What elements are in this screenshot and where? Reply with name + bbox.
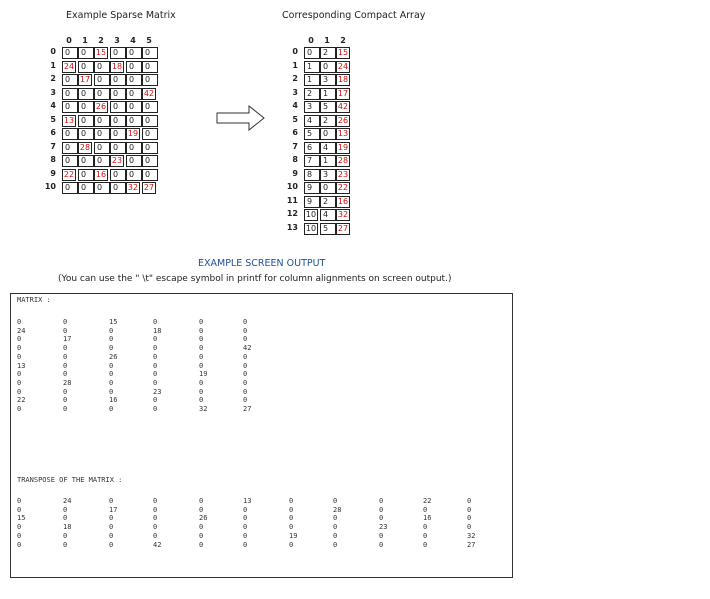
- matrix-output-value: 32: [199, 405, 208, 413]
- transpose-output-value: 0: [333, 540, 338, 549]
- sparse-cell: 0: [142, 61, 158, 73]
- matrix-output-value: 0: [243, 335, 248, 344]
- compact-row-header: 2: [292, 74, 298, 83]
- transpose-output-value: 0: [379, 505, 384, 514]
- matrix-output-value: 0: [199, 352, 204, 361]
- matrix-output-value: 19: [199, 370, 208, 379]
- compact-cell: 13: [337, 129, 349, 138]
- matrix-output-value: 0: [243, 370, 248, 379]
- matrix-output-value: 0: [17, 370, 22, 379]
- compact-cell: 24: [337, 61, 349, 71]
- matrix-output-value: 0: [243, 352, 248, 361]
- sparse-cell: 0: [94, 155, 110, 167]
- transpose-label: TRANSPOSE OF THE MATRIX :: [17, 476, 123, 484]
- matrix-output-value: 15: [109, 318, 118, 326]
- compact-cell: 3: [304, 101, 320, 113]
- sparse-cell: 0: [78, 47, 94, 59]
- sparse-cell: 0: [110, 169, 126, 181]
- sparse-cell: 19: [127, 129, 139, 138]
- compact-cell: 32: [337, 210, 349, 219]
- compact-cell: 19: [337, 142, 349, 152]
- matrix-output-value: 0: [109, 405, 114, 413]
- compact-cell: 3: [320, 74, 336, 86]
- transpose-output-value: 0: [17, 523, 22, 532]
- transpose-output-value: 0: [109, 497, 114, 505]
- transpose-output-value: 0: [379, 540, 384, 549]
- transpose-output-value: 22: [423, 497, 432, 505]
- compact-cell: 0: [304, 47, 320, 59]
- transpose-output-value: 0: [379, 514, 384, 523]
- sparse-cell: 0: [78, 128, 94, 140]
- sparse-row-header: 7: [50, 141, 56, 151]
- transpose-output-value: 0: [243, 505, 248, 514]
- compact-col-header: 2: [340, 36, 346, 45]
- sparse-cell: 0: [110, 142, 126, 154]
- sparse-cell: 0: [62, 182, 78, 194]
- matrix-output-value: 0: [63, 361, 68, 370]
- matrix-output-value: 0: [63, 344, 68, 353]
- sparse-row-header: 8: [50, 155, 56, 164]
- transpose-output-value: 0: [17, 497, 22, 505]
- transpose-output-value: 0: [289, 505, 294, 514]
- matrix-output-value: 0: [109, 387, 114, 396]
- sparse-col-header: 0: [66, 36, 72, 45]
- sparse-cell: 24: [63, 61, 75, 71]
- compact-cell: 0: [320, 128, 336, 140]
- compact-cell: 2: [304, 88, 320, 100]
- matrix-output-value: 0: [243, 318, 248, 326]
- sparse-cell: 0: [110, 115, 126, 127]
- transpose-output-value: 0: [333, 497, 338, 505]
- transpose-output-value: 0: [199, 505, 204, 514]
- compact-cell: 4: [304, 115, 320, 127]
- sparse-cell: 0: [110, 101, 126, 113]
- transpose-output-value: 0: [289, 523, 294, 532]
- sparse-cell: 0: [62, 88, 78, 100]
- matrix-output-value: 0: [153, 344, 158, 353]
- matrix-output-value: 0: [63, 326, 68, 335]
- compact-cell: 0: [320, 182, 336, 194]
- compact-row-header: 10: [286, 182, 298, 191]
- sparse-row-header: 2: [50, 74, 56, 83]
- sparse-row-header: 0: [50, 47, 56, 56]
- compact-row-header: 11: [286, 195, 298, 205]
- matrix-output-value: 0: [199, 344, 204, 353]
- sparse-cell: 0: [142, 128, 158, 140]
- transpose-output-value: 0: [17, 540, 22, 549]
- sparse-cell: 27: [143, 183, 155, 192]
- sparse-cell: 0: [110, 128, 126, 140]
- sparse-cell: 15: [95, 48, 107, 57]
- matrix-output-value: 0: [243, 378, 248, 387]
- matrix-output-value: 0: [243, 387, 248, 396]
- compact-row-header: 1: [292, 60, 298, 70]
- sparse-col-header: 3: [114, 36, 120, 45]
- matrix-output-value: 0: [63, 352, 68, 361]
- compact-cell: 1: [320, 155, 336, 167]
- compact-row-header: 4: [292, 101, 298, 110]
- matrix-output-value: 22: [17, 396, 26, 405]
- transpose-output-value: 0: [289, 514, 294, 523]
- compact-row-header: 12: [286, 209, 298, 218]
- compact-cell: 42: [337, 102, 349, 111]
- transpose-output-value: 13: [243, 497, 252, 505]
- sparse-row-header: 4: [50, 101, 56, 110]
- transpose-output-value: 0: [243, 514, 248, 523]
- sparse-cell: 0: [126, 169, 142, 181]
- tab-escape-note: (You can use the " \t" escape symbol in printf for column alignments on screen output.): [58, 274, 452, 284]
- compact-cell: 16: [337, 196, 349, 206]
- matrix-output-value: 0: [243, 361, 248, 370]
- transpose-output-value: 0: [333, 531, 338, 540]
- matrix-output-value: 0: [109, 361, 114, 370]
- matrix-output-value: 0: [153, 405, 158, 413]
- transpose-output-value: 0: [243, 531, 248, 540]
- matrix-output-value: 0: [199, 396, 204, 405]
- transpose-output-value: 28: [333, 505, 342, 514]
- sparse-cell: 28: [79, 142, 91, 152]
- transpose-output-value: 23: [379, 523, 388, 532]
- compact-row-header: 5: [292, 114, 298, 124]
- sparse-col-header: 5: [146, 36, 152, 45]
- matrix-output-value: 0: [17, 405, 22, 413]
- matrix-output-value: 0: [17, 318, 22, 326]
- compact-cell: 10: [305, 223, 317, 233]
- compact-cell: 1: [304, 61, 320, 73]
- compact-cell: 23: [337, 169, 349, 179]
- compact-cell: 18: [337, 75, 349, 84]
- transpose-output-value: 0: [17, 531, 22, 540]
- transpose-output-value: 0: [243, 540, 248, 549]
- compact-cell: 1: [304, 74, 320, 86]
- transpose-output-value: 0: [243, 523, 248, 532]
- matrix-output-value: 0: [17, 335, 22, 344]
- transpose-output-value: 32: [467, 531, 476, 540]
- sparse-cell: 13: [63, 115, 75, 125]
- compact-cell: 15: [337, 48, 349, 57]
- transpose-output-value: 0: [153, 531, 158, 540]
- sparse-cell: 0: [142, 115, 158, 127]
- sparse-cell: 22: [63, 169, 75, 179]
- sparse-cell: 0: [126, 115, 142, 127]
- sparse-cell: 0: [142, 142, 158, 154]
- transpose-output-value: 0: [423, 523, 428, 532]
- compact-cell: 26: [337, 115, 349, 125]
- compact-cell: 2: [320, 115, 336, 127]
- sparse-cell: 0: [94, 128, 110, 140]
- matrix-output-value: 0: [199, 361, 204, 370]
- compact-row-header: 13: [286, 222, 298, 232]
- matrix-output-value: 13: [17, 361, 26, 370]
- matrix-output-value: 0: [153, 352, 158, 361]
- sparse-cell: 0: [142, 74, 158, 86]
- compact-cell: 9: [304, 196, 320, 208]
- transpose-output-value: 0: [109, 531, 114, 540]
- sparse-cell: 17: [79, 75, 91, 84]
- compact-cell: 5: [304, 128, 320, 140]
- compact-cell: 27: [337, 223, 349, 233]
- matrix-output-value: 0: [199, 387, 204, 396]
- compact-cell: 7: [304, 155, 320, 167]
- matrix-output-value: 18: [153, 326, 162, 335]
- transpose-output-value: 18: [63, 523, 72, 532]
- sparse-cell: 0: [78, 115, 94, 127]
- compact-cell: 5: [320, 101, 336, 113]
- sparse-cell: 42: [143, 88, 155, 98]
- compact-col-header: 1: [324, 36, 330, 45]
- sparse-cell: 0: [94, 182, 110, 194]
- matrix-output-value: 0: [109, 378, 114, 387]
- transpose-output-value: 19: [289, 531, 298, 540]
- transpose-output-value: 0: [467, 523, 472, 532]
- compact-cell: 17: [337, 88, 349, 98]
- sparse-cell: 0: [94, 61, 110, 73]
- matrix-label: MATRIX :: [17, 296, 51, 304]
- transpose-output-value: 0: [199, 497, 204, 505]
- sparse-cell: 0: [62, 128, 78, 140]
- transpose-output-value: 0: [423, 540, 428, 549]
- compact-col-header: 0: [308, 36, 314, 45]
- sparse-cell: 0: [94, 74, 110, 86]
- sparse-cell: 0: [110, 47, 126, 59]
- transpose-output-value: 0: [63, 514, 68, 523]
- sparse-cell: 0: [62, 101, 78, 113]
- compact-cell: 2: [320, 196, 336, 208]
- sparse-row-header: 5: [50, 114, 56, 124]
- sparse-cell: 0: [62, 142, 78, 154]
- matrix-output-value: 0: [153, 370, 158, 379]
- sparse-row-header: 3: [50, 87, 56, 97]
- matrix-output-value: 0: [243, 326, 248, 335]
- sparse-cell: 0: [62, 47, 78, 59]
- compact-cell: 9: [304, 182, 320, 194]
- matrix-output-value: 0: [153, 378, 158, 387]
- matrix-output-value: 27: [243, 405, 252, 413]
- transpose-output-value: 0: [467, 505, 472, 514]
- sparse-col-header: 4: [130, 36, 136, 45]
- transpose-output-value: 0: [379, 531, 384, 540]
- compact-cell: 22: [337, 183, 349, 192]
- compact-row-header: 9: [292, 168, 298, 178]
- transpose-output-value: 0: [379, 497, 384, 505]
- matrix-output-value: 0: [153, 318, 158, 326]
- sparse-col-header: 2: [98, 36, 104, 45]
- sparse-cell: 32: [127, 183, 139, 192]
- transpose-output-value: 0: [109, 540, 114, 549]
- transpose-output-value: 15: [17, 514, 26, 523]
- matrix-output-value: 0: [199, 326, 204, 335]
- right-arrow-icon: [216, 105, 266, 131]
- transpose-output-value: 0: [153, 505, 158, 514]
- matrix-output-value: 0: [63, 405, 68, 413]
- matrix-output-value: 42: [243, 344, 252, 353]
- matrix-output-value: 0: [153, 335, 158, 344]
- matrix-output-value: 0: [199, 318, 204, 326]
- transpose-output-value: 17: [109, 505, 118, 514]
- sparse-cell: 0: [126, 88, 142, 100]
- compact-array-title: Corresponding Compact Array: [282, 10, 426, 21]
- sparse-row-header: 6: [50, 128, 56, 137]
- sparse-cell: 0: [126, 101, 142, 113]
- matrix-output-value: 0: [63, 370, 68, 379]
- transpose-output-value: 0: [63, 531, 68, 540]
- matrix-output-value: 0: [199, 335, 204, 344]
- compact-cell: 8: [304, 169, 320, 181]
- transpose-output-value: 0: [63, 540, 68, 549]
- matrix-output-value: 0: [17, 344, 22, 353]
- transpose-output-value: 16: [423, 514, 432, 523]
- sparse-cell: 0: [78, 61, 94, 73]
- matrix-output-value: 0: [17, 352, 22, 361]
- compact-cell: 0: [320, 61, 336, 73]
- sparse-cell: 0: [142, 101, 158, 113]
- transpose-output-value: 27: [467, 540, 476, 549]
- sparse-cell: 23: [111, 156, 123, 165]
- transpose-output-value: 0: [289, 540, 294, 549]
- transpose-output-value: 0: [289, 497, 294, 505]
- compact-row-header: 3: [292, 87, 298, 97]
- transpose-output-value: 0: [467, 497, 472, 505]
- sparse-matrix-title: Example Sparse Matrix: [66, 10, 176, 21]
- transpose-output-value: 0: [199, 531, 204, 540]
- matrix-output-value: 24: [17, 326, 26, 335]
- transpose-output-value: 0: [109, 523, 114, 532]
- sparse-cell: 0: [78, 155, 94, 167]
- matrix-output-value: 0: [109, 344, 114, 353]
- matrix-output-value: 28: [63, 378, 72, 387]
- sparse-cell: 0: [78, 182, 94, 194]
- matrix-output-value: 0: [243, 396, 248, 405]
- matrix-output-value: 0: [153, 361, 158, 370]
- compact-cell: 6: [304, 142, 320, 154]
- matrix-output-value: 0: [153, 396, 158, 405]
- transpose-output-value: 0: [423, 531, 428, 540]
- transpose-output-value: 0: [467, 514, 472, 523]
- console-output-box: [10, 293, 513, 578]
- matrix-output-value: 0: [17, 387, 22, 396]
- matrix-output-value: 0: [17, 378, 22, 387]
- transpose-output-value: 0: [333, 523, 338, 532]
- matrix-output-value: 17: [63, 335, 72, 344]
- matrix-output-value: 0: [63, 318, 68, 326]
- sparse-cell: 0: [94, 88, 110, 100]
- compact-cell: 4: [320, 142, 336, 154]
- matrix-output-value: 26: [109, 352, 118, 361]
- transpose-output-value: 42: [153, 540, 162, 549]
- sparse-cell: 0: [126, 155, 142, 167]
- compact-cell: 2: [320, 47, 336, 59]
- compact-cell: 4: [320, 209, 336, 221]
- sparse-row-header: 10: [44, 182, 56, 191]
- sparse-row-header: 1: [50, 60, 56, 70]
- matrix-output-value: 0: [109, 370, 114, 379]
- sparse-cell: 26: [95, 102, 107, 111]
- screen-output-title: EXAMPLE SCREEN OUTPUT: [198, 258, 326, 269]
- sparse-cell: 0: [94, 115, 110, 127]
- sparse-cell: 0: [62, 155, 78, 167]
- transpose-output-value: 0: [109, 514, 114, 523]
- compact-cell: 5: [320, 223, 336, 235]
- transpose-output-value: 0: [63, 505, 68, 514]
- sparse-cell: 0: [110, 88, 126, 100]
- sparse-cell: 0: [62, 74, 78, 86]
- transpose-output-value: 0: [199, 540, 204, 549]
- matrix-output-value: 0: [63, 387, 68, 396]
- compact-cell: 28: [337, 156, 349, 165]
- transpose-output-value: 26: [199, 514, 208, 523]
- transpose-output-value: 0: [153, 497, 158, 505]
- transpose-output-value: 0: [333, 514, 338, 523]
- compact-cell: 3: [320, 169, 336, 181]
- sparse-cell: 0: [142, 155, 158, 167]
- matrix-output-value: 0: [109, 326, 114, 335]
- sparse-cell: 0: [126, 61, 142, 73]
- matrix-output-value: 0: [199, 378, 204, 387]
- compact-row-header: 8: [292, 155, 298, 164]
- compact-row-header: 6: [292, 128, 298, 137]
- matrix-output-value: 0: [109, 335, 114, 344]
- matrix-output-value: 16: [109, 396, 118, 405]
- compact-row-header: 0: [292, 47, 298, 56]
- sparse-cell: 0: [78, 169, 94, 181]
- sparse-cell: 18: [111, 61, 123, 71]
- sparse-cell: 0: [110, 182, 126, 194]
- compact-row-header: 7: [292, 141, 298, 151]
- compact-cell: 10: [305, 210, 317, 219]
- sparse-cell: 0: [142, 169, 158, 181]
- sparse-cell: 0: [78, 101, 94, 113]
- sparse-cell: 0: [94, 142, 110, 154]
- matrix-output-value: 23: [153, 387, 162, 396]
- transpose-output-value: 24: [63, 497, 72, 505]
- transpose-output-value: 0: [153, 523, 158, 532]
- transpose-output-value: 0: [199, 523, 204, 532]
- transpose-output-value: 0: [17, 505, 22, 514]
- sparse-cell: 0: [126, 47, 142, 59]
- compact-cell: 1: [320, 88, 336, 100]
- sparse-cell: 0: [142, 47, 158, 59]
- sparse-row-header: 9: [50, 168, 56, 178]
- transpose-output-value: 0: [153, 514, 158, 523]
- matrix-output-value: 0: [63, 396, 68, 405]
- sparse-cell: 16: [95, 169, 107, 179]
- transpose-output-value: 0: [423, 505, 428, 514]
- sparse-col-header: 1: [82, 36, 88, 45]
- sparse-cell: 0: [126, 74, 142, 86]
- sparse-cell: 0: [78, 88, 94, 100]
- sparse-cell: 0: [110, 74, 126, 86]
- sparse-cell: 0: [126, 142, 142, 154]
